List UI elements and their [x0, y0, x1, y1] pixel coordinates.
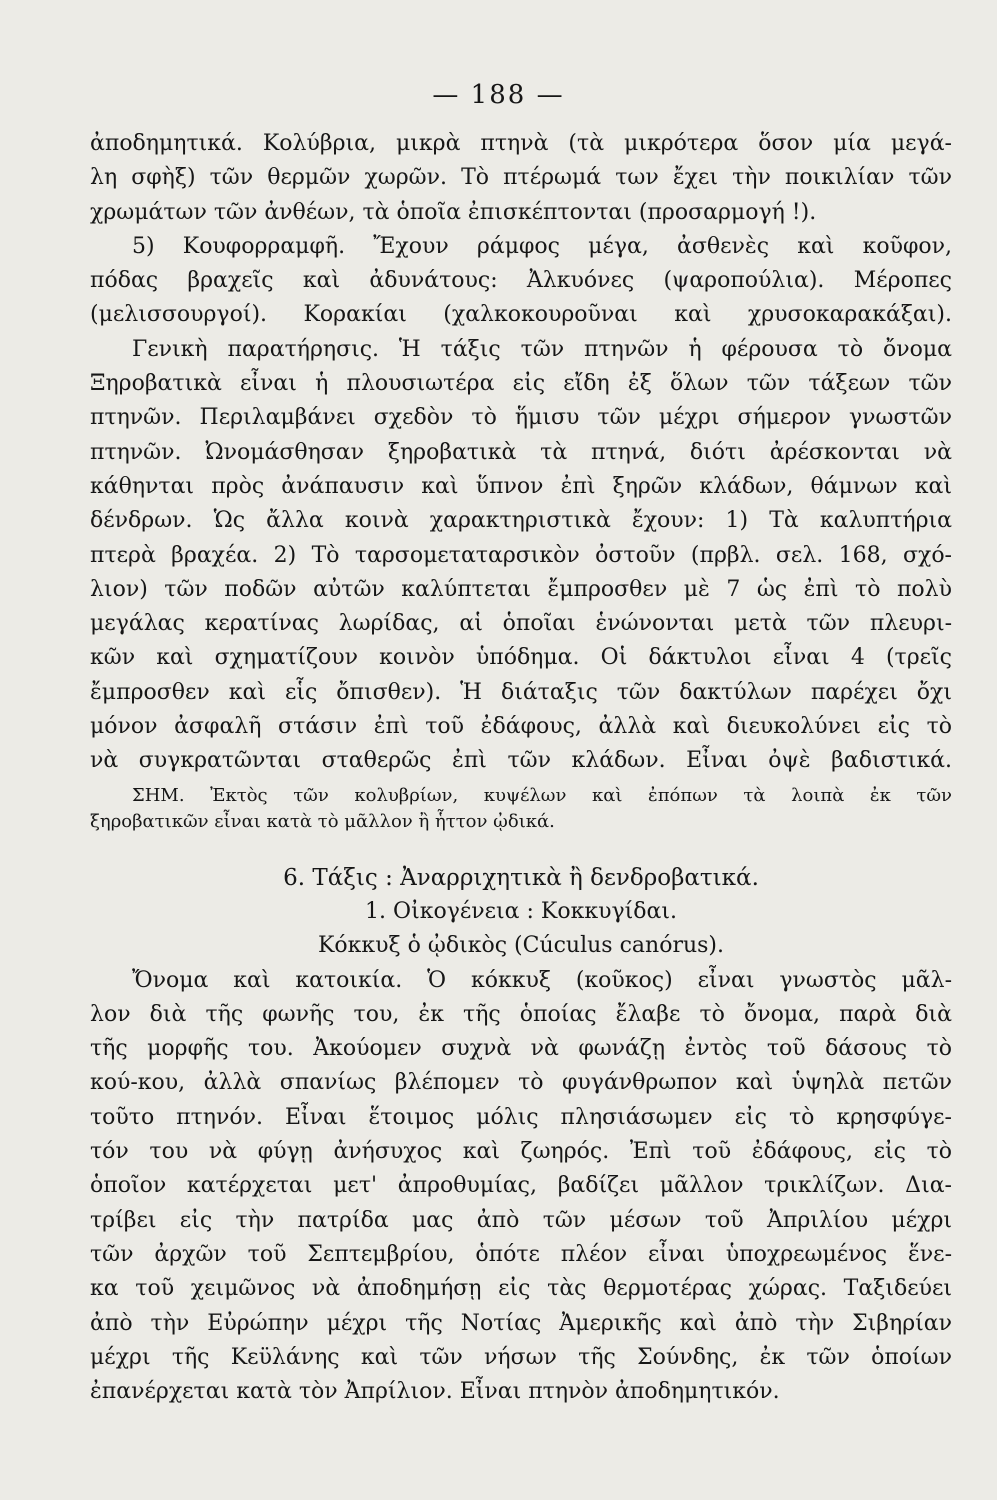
text-line: πτερὰ βραχέα. 2) Τὸ ταρσομεταταρσικὸν ὀστοῦν (πρβλ. σελ. 168, σχό-	[90, 542, 952, 568]
text-line: Ξηροβατικὰ εἶναι ἡ πλουσιωτέρα εἰς εἴδη ἐξ ὅλων τῶν τάξεων τῶν	[90, 371, 952, 397]
general-remark-line: Γενικὴ παρατήρησις. Ἡ τάξις τῶν πτηνῶν ἡ φέρουσα τὸ ὄνομα	[132, 336, 952, 362]
text-line: μέχρι τῆς Κεϋλάνης καὶ τῶν νήσων τῆς Σούνδης, ἐκ τῶν ὁποίων	[90, 1344, 952, 1370]
text-line: ἀποδημητικά. Κολύβρια, μικρὰ πτηνὰ (τὰ μικρότερα ὅσον μία μεγά-	[90, 131, 952, 156]
note-line: ξηροβατικῶν εἶναι κατὰ τὸ μᾶλλον ἢ ἧττον ᾠδικά.	[90, 810, 555, 832]
species-heading: Κόκκυξ ὁ ᾠδικὸς (Cúculus canórus).	[318, 933, 724, 959]
text-line: λη σφὴξ) τῶν θερμῶν χωρῶν. Τὸ πτέρωμά των ἔχει τὴν ποικιλίαν τῶν	[90, 165, 952, 191]
text-line: κού-κου, ἀλλὰ σπανίως βλέπομεν τὸ φυγάνθρωπον καὶ ὑψηλὰ πετῶν	[90, 1070, 952, 1096]
text-line: νὰ συγκρατῶνται σταθερῶς ἐπὶ τῶν κλάδων. Εἶναι ὀψὲ βαδιστικά.	[90, 748, 952, 774]
name-and-habitat-line: Ὄνομα καὶ κατοικία. Ὁ κόκκυξ (κοῦκος) εἶναι γνωστὸς μᾶλ-	[132, 967, 952, 993]
text-line: τῶν ἀρχῶν τοῦ Σεπτεμβρίου, ὁπότε πλέον εἶναι ὑποχρεωμένος ἕνε-	[90, 1241, 952, 1267]
text-line: τῆς μορφῆς του. Ἀκούομεν συχνὰ νὰ φωνάζῃ ἐντὸς τοῦ δάσους τὸ	[90, 1036, 952, 1062]
text-line: χρωμάτων τῶν ἀνθέων, τὰ ὁποῖα ἐπισκέπτονται (προσαρμογή !).	[90, 199, 817, 225]
text-line: μόνον ἀσφαλῆ στάσιν ἐπὶ τοῦ ἐδάφους, ἀλλὰ καὶ διευκολύνει εἰς τὸ	[90, 714, 952, 740]
note-line: ΣΗΜ. Ἐκτὸς τῶν κολυβρίων, κυψέλων καὶ ἐπόπων τὰ λοιπὰ ἐκ τῶν	[132, 784, 952, 806]
text-line: πτηνῶν. Ὠνομάσθησαν ξηροβατικὰ τὰ πτηνά, διότι ἀρέσκονται νὰ	[90, 439, 952, 465]
text-line: τόν του νὰ φύγῃ ἀνήσυχος καὶ ζωηρός. Ἐπὶ τοῦ ἐδάφους, εἰς τὸ	[90, 1139, 952, 1165]
text-line: ἔμπροσθεν καὶ εἷς ὄπισθεν). Ἡ διάταξις τῶν δακτύλων παρέχει ὄχι	[90, 679, 952, 705]
text-line: τοῦτο πτηνόν. Εἶναι ἕτοιμος μόλις πλησιάσωμεν εἰς τὸ κρησφύγε-	[90, 1104, 952, 1130]
text-line: πτηνῶν. Περιλαμβάνει σχεδὸν τὸ ἥμισυ τῶν μέχρι σήμερον γνωστῶν	[90, 405, 952, 431]
section-5-heading-line: 5) Κουφορραμφῆ. Ἔχουν ράμφος μέγα, ἀσθενὲς καὶ κοῦφον,	[132, 233, 952, 259]
text-line: δένδρων. Ὡς ἄλλα κοινὰ χαρακτηριστικὰ ἔχουν: 1) Τὰ καλυπτήρια	[90, 508, 952, 534]
text-line: πόδας βραχεῖς καὶ ἀδυνάτους: Ἀλκυόνες (ψαροπούλια). Μέροπες	[90, 268, 952, 294]
text-line: (μελισσουργοί). Κορακίαι (χαλκοκουροῦναι καὶ χρυσοκαρακάξαι).	[90, 302, 952, 328]
text-line: λιον) τῶν ποδῶν αὐτῶν καλύπτεται ἔμπροσθεν μὲ 7 ὡς ἐπὶ τὸ πολὺ	[90, 576, 952, 602]
text-line: ὁποῖον κατέρχεται μετ' ἀπροθυμίας, βαδίζει μᾶλλον τρικλίζων. Δια-	[90, 1173, 952, 1199]
text-line: τρίβει εἰς τὴν πατρίδα μας ἀπὸ τῶν μέσων τοῦ Ἀπριλίου μέχρι	[90, 1207, 952, 1233]
text-line: λον διὰ τῆς φωνῆς του, ἐκ τῆς ὁποίας ἔλαβε τὸ ὄνομα, παρὰ διὰ	[90, 1001, 952, 1027]
text-line: κάθηνται πρὸς ἀνάπαυσιν καὶ ὕπνον ἐπὶ ξηρῶν κλάδων, θάμνων καὶ	[90, 473, 952, 499]
family-heading: 1. Οἰκογένεια : Κοκκυγίδαι.	[365, 898, 677, 924]
text-line: μεγάλας κερατίνας λωρίδας, αἱ ὁποῖαι ἑνώνονται μετὰ τῶν πλευρι-	[90, 611, 952, 637]
text-line: κα τοῦ χειμῶνος νὰ ἀποδημήσῃ εἰς τὰς θερμοτέρας χώρας. Ταξιδεύει	[90, 1276, 952, 1302]
text-line: ἀπὸ τὴν Εὐρώπην μέχρι τῆς Νοτίας Ἀμερικῆς καὶ ἀπὸ τὴν Σιβηρίαν	[90, 1310, 952, 1336]
text-line: ἐπανέρχεται κατὰ τὸν Ἀπρίλιον. Εἶναι πτηνὸν ἀποδημητικόν.	[90, 1379, 780, 1405]
page-number: — 188 —	[432, 80, 565, 110]
order-heading: 6. Τάξις : Ἀναρριχητικὰ ἢ δενδροβατικά.	[283, 864, 759, 891]
text-line: κῶν καὶ σχηματίζουν κοινὸν ὑπόδημα. Οἱ δάκτυλοι εἶναι 4 (τρεῖς	[90, 645, 952, 671]
body-text	[90, 127, 952, 1409]
